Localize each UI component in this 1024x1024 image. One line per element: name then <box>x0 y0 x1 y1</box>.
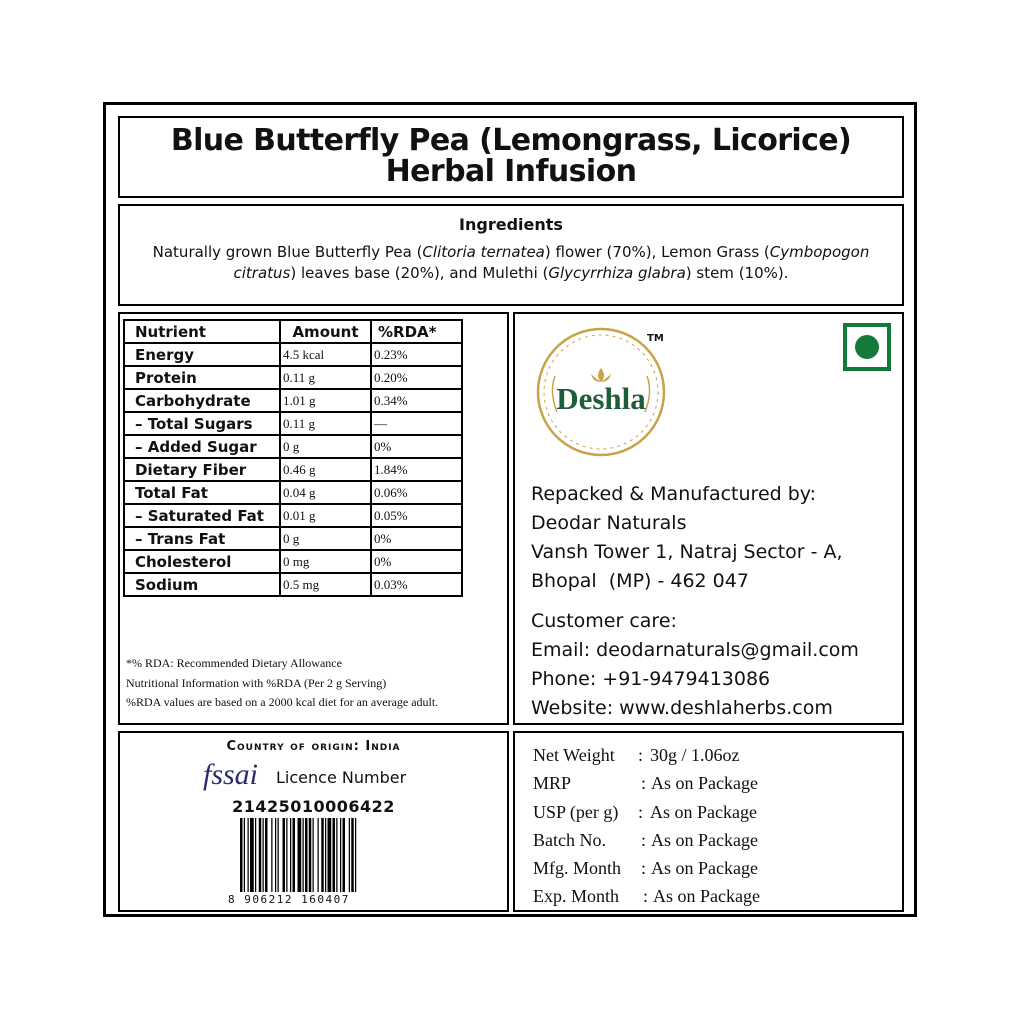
nutrient-amount: 1.01 g <box>280 389 371 412</box>
footnote: %RDA values are based on a 2000 kcal diet for an average adult. <box>126 695 439 709</box>
barcode-bar <box>298 818 302 892</box>
barcode-bar <box>325 818 326 892</box>
ingredients-latin-name: Glycyrrhiza glabra <box>548 264 686 282</box>
barcode-bar <box>271 818 272 892</box>
nutrient-rda: 0.05% <box>371 504 462 527</box>
nutrient-amount: 4.5 kcal <box>280 343 371 366</box>
manufacturer-line: Bhopal (MP) - 462 047 <box>531 570 749 592</box>
barcode <box>240 818 398 896</box>
nutrient-amount: 0 g <box>280 527 371 550</box>
barcode-bar <box>240 818 243 892</box>
nutrition-row <box>124 435 462 458</box>
ingredients-latin-name: Clitoria ternatea <box>422 243 545 261</box>
nutrient-rda: — <box>371 412 462 435</box>
nutrition-row <box>124 412 462 435</box>
barcode-bar <box>259 818 262 892</box>
barcode-bar <box>328 818 332 892</box>
nutrition-row <box>124 343 462 366</box>
product-info-separator: : <box>643 886 649 907</box>
barcode-bar <box>355 818 356 892</box>
ingredients-text <box>120 242 902 284</box>
barcode-bar <box>293 818 296 892</box>
product-info-separator: : <box>641 829 647 850</box>
barcode-bar <box>336 818 337 892</box>
nutrient-name: Protein <box>124 366 280 389</box>
barcode-bar <box>305 818 308 892</box>
brand-name: Deshla <box>556 381 646 416</box>
nutrient-name: Dietary Fiber <box>124 458 280 481</box>
barcode-bar <box>351 818 354 892</box>
nutrition-row <box>124 481 462 504</box>
ingredients-heading: Ingredients <box>459 215 563 234</box>
barcode-bar <box>318 818 319 892</box>
product-info-key: USP (per g) <box>533 801 619 822</box>
header-nutrient: Nutrient <box>124 320 280 343</box>
nutrient-name: Energy <box>124 343 280 366</box>
product-info-value: As on Package <box>651 858 758 879</box>
product-info-key: Batch No. <box>533 829 606 850</box>
barcode-bar <box>244 818 245 892</box>
trademark-mark: TM <box>647 333 664 344</box>
product-info-separator: : <box>641 773 647 794</box>
deshla-logo <box>535 326 667 458</box>
barcode-bar <box>248 818 249 892</box>
manufacturer-info <box>531 480 843 596</box>
footnote: *% RDA: Recommended Dietary Allowance <box>126 656 342 670</box>
nutrient-rda: 0.03% <box>371 573 462 596</box>
barcode-bar <box>313 818 314 892</box>
nutrient-amount: 0.11 g <box>280 412 371 435</box>
country-of-origin: Country of origin: India <box>226 739 401 754</box>
product-info-key: Exp. Month <box>533 886 620 907</box>
product-info-key: MRP <box>533 773 572 794</box>
title-box <box>118 116 904 198</box>
product-info-value: As on Package <box>651 829 758 850</box>
ingredients-box <box>118 204 904 306</box>
customer-care-phone: Phone: +91-9479413086 <box>531 668 771 690</box>
nutrient-name: – Added Sugar <box>124 435 280 458</box>
product-info-value: 30g / 1.06oz <box>650 745 740 765</box>
barcode-bar <box>275 818 276 892</box>
nutrient-rda: 1.84% <box>371 458 462 481</box>
nutrient-rda: 0% <box>371 550 462 573</box>
barcode-bar <box>303 818 304 892</box>
barcode-bar <box>349 818 350 892</box>
ingredients-text-part: ) leaves base (20%), and Mulethi ( <box>290 264 549 282</box>
licence-number: 21425010006422 <box>232 797 395 816</box>
header-amount: Amount <box>280 320 371 343</box>
barcode-bar <box>290 818 291 892</box>
barcode-bar <box>333 818 336 892</box>
nutrient-amount: 0.11 g <box>280 366 371 389</box>
customer-care-website: Website: www.deshlaherbs.com <box>531 697 833 719</box>
nutrient-name: Sodium <box>124 573 280 596</box>
barcode-bar <box>255 818 256 892</box>
nutrient-amount: 0.46 g <box>280 458 371 481</box>
barcode-bar <box>283 818 286 892</box>
veg-mark-icon <box>843 323 891 371</box>
nutrient-amount: 0.5 mg <box>280 573 371 596</box>
product-info-key: Mfg. Month <box>533 858 622 879</box>
nutrient-name: – Total Sugars <box>124 412 280 435</box>
barcode-number: 8 906212 160407 <box>228 893 350 906</box>
nutrient-amount: 0 g <box>280 435 371 458</box>
nutrition-row <box>124 366 462 389</box>
footnote: Nutritional Information with %RDA (Per 2 g Serving) <box>126 675 387 690</box>
product-info-value: As on Package <box>653 886 760 907</box>
nutrient-amount: 0.04 g <box>280 481 371 504</box>
manufacturer-line: Vansh Tower 1, Natraj Sector - A, <box>531 541 843 563</box>
nutrition-row <box>124 550 462 573</box>
barcode-bar <box>263 818 264 892</box>
barcode-bar <box>286 818 287 892</box>
product-info-key: Net Weight <box>533 745 615 765</box>
barcode-bar <box>265 818 268 892</box>
product-title-line2: Herbal Infusion <box>385 154 637 189</box>
product-info-separator: : <box>638 745 644 765</box>
fssai-logo: fssai <box>203 758 259 791</box>
nutrient-name: Total Fat <box>124 481 280 504</box>
nutrient-name: – Trans Fat <box>124 527 280 550</box>
ingredients-text-part: ) stem (10%). <box>685 264 789 282</box>
nutrition-header-row <box>124 320 462 343</box>
customer-care-info <box>531 607 859 723</box>
nutrition-row <box>124 504 462 527</box>
barcode-bar <box>309 818 312 892</box>
nutrient-rda: 0% <box>371 435 462 458</box>
nutrition-row <box>124 458 462 481</box>
barcode-bar <box>278 818 279 892</box>
customer-care-line: Customer care: <box>531 610 677 632</box>
barcode-bar <box>250 818 254 892</box>
product-info-separator: : <box>641 858 647 879</box>
nutrition-row <box>124 527 462 550</box>
product-title-line1: Blue Butterfly Pea (Lemongrass, Licorice) <box>170 123 852 158</box>
manufacturer-line: Repacked & Manufactured by: <box>531 483 817 505</box>
nutrition-footnotes <box>126 654 438 713</box>
nutrient-name: Carbohydrate <box>124 389 280 412</box>
nutrition-table <box>123 319 463 597</box>
nutrient-name: – Saturated Fat <box>124 504 280 527</box>
nutrient-rda: 0.23% <box>371 343 462 366</box>
barcode-bar <box>321 818 324 892</box>
customer-care-email: Email: deodarnaturals@gmail.com <box>531 639 859 661</box>
product-info-value: As on Package <box>650 801 757 822</box>
ingredients-text-part: ) flower (70%), Lemon Grass ( <box>544 243 770 261</box>
nutrition-row <box>124 389 462 412</box>
manufacturer-line: Deodar Naturals <box>531 512 687 534</box>
ingredients-latin-name: Cymbopogon citratus <box>233 243 870 282</box>
nutrition-row <box>124 573 462 596</box>
nutrient-rda: 0.06% <box>371 481 462 504</box>
barcode-bar <box>340 818 341 892</box>
nutrient-name: Cholesterol <box>124 550 280 573</box>
nutrient-amount: 0 mg <box>280 550 371 573</box>
product-info-value: As on Package <box>651 773 758 794</box>
nutrient-rda: 0.34% <box>371 389 462 412</box>
barcode-bar <box>343 818 346 892</box>
nutrient-rda: 0% <box>371 527 462 550</box>
ingredients-text-part: Naturally grown Blue Butterfly Pea ( <box>152 243 423 261</box>
header-rda: %RDA* <box>371 320 462 343</box>
licence-label: Licence Number <box>276 768 407 787</box>
nutrient-amount: 0.01 g <box>280 504 371 527</box>
nutrient-rda: 0.20% <box>371 366 462 389</box>
product-info-separator: : <box>638 801 644 822</box>
